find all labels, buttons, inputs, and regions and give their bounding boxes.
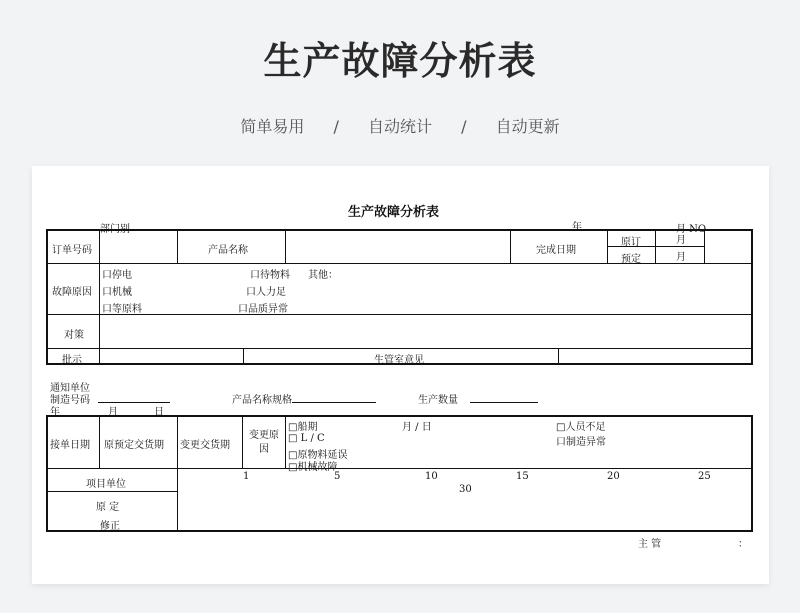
form-title: 生产故障分析表 [348,205,440,220]
month-no-label: 月 NO [676,224,707,235]
month-day-label: 月 / 日 [402,422,432,433]
dept-label: 部门别 [100,224,130,235]
mfg-no-label: 制造号码 [50,395,90,406]
item-unit-label: 项目单位 [86,479,126,490]
tagline-separator: / [461,117,467,136]
change-reason-label: 变更原因 [249,430,279,455]
measures-label: 对策 [64,330,84,341]
check-ship-date: □船期 [288,422,318,433]
supervisor-colon: ： [738,539,748,550]
month-label: 月 [676,252,686,263]
month-text: 月 [108,407,118,418]
scale-tick: 20 [607,471,620,482]
planned-label: 预定 [621,254,641,265]
approve-label: 批示 [62,355,82,366]
quantity-label: 生产数量 [418,395,458,406]
day-text: 日 [154,407,164,418]
order-no-label: 订单号码 [52,245,92,256]
orig-delivery-label: 原预定交货期 [104,440,164,451]
orig-order-label: 原订 [621,237,641,248]
finish-date-label: 完成日期 [536,245,576,256]
cause-waiting-material: 口待物料 [250,270,290,281]
product-name-label: 产品名称 [208,245,248,256]
check-lc: □ L / C [288,433,325,444]
scale-tick: 10 [425,471,438,482]
revise-label: 修正 [100,521,120,532]
tagline-row [0,114,800,137]
tagline-separator: / [333,117,339,136]
lower-table [46,415,753,532]
check-mfg-abnormal: 口制造异常 [556,437,606,448]
form-sheet [32,166,769,584]
tagline-auto-stats: 自动统计 [367,117,432,136]
year-text: 年 [50,407,60,418]
scale-tick: 1 [243,471,250,482]
cause-raw-material: 口等原料 [102,304,142,315]
cause-power-outage: 口停电 [102,270,132,281]
tagline-easy: 简单易用 [240,117,305,136]
scale-tick: 25 [698,471,711,482]
cause-machine: 口机械 [102,287,132,298]
changed-delivery-label: 变更交货期 [180,440,230,451]
scale-tick: 5 [334,471,341,482]
cause-labor: 口人力足 [246,287,286,298]
cause-other: 其他： [308,270,338,281]
supervisor-label: 主 管 [638,539,662,550]
page-title: 生产故障分析表 [263,39,537,83]
scale-tick: 15 [516,471,529,482]
month-label: 月 [676,235,686,246]
notify-unit-label: 通知单位 [50,383,90,394]
check-machine-fault: □机械故障 [288,462,338,473]
year-label: 年 [572,222,582,233]
cause-quality: 口品质异常 [238,304,288,315]
recv-date-label: 接单日期 [50,440,90,451]
product-spec-label: 产品名称规格 [232,395,292,406]
check-staff-shortage: □人员不足 [556,422,606,433]
cause-label: 故障原因 [52,287,92,298]
scale-tick: 30 [459,484,472,495]
tagline-auto-update: 自动更新 [495,117,560,136]
upper-table [46,229,753,365]
orig-set-label: 原 定 [96,502,120,513]
pm-opinion-label: 生管室意见 [374,355,424,366]
check-raw-delay: □原物料延误 [288,450,348,461]
